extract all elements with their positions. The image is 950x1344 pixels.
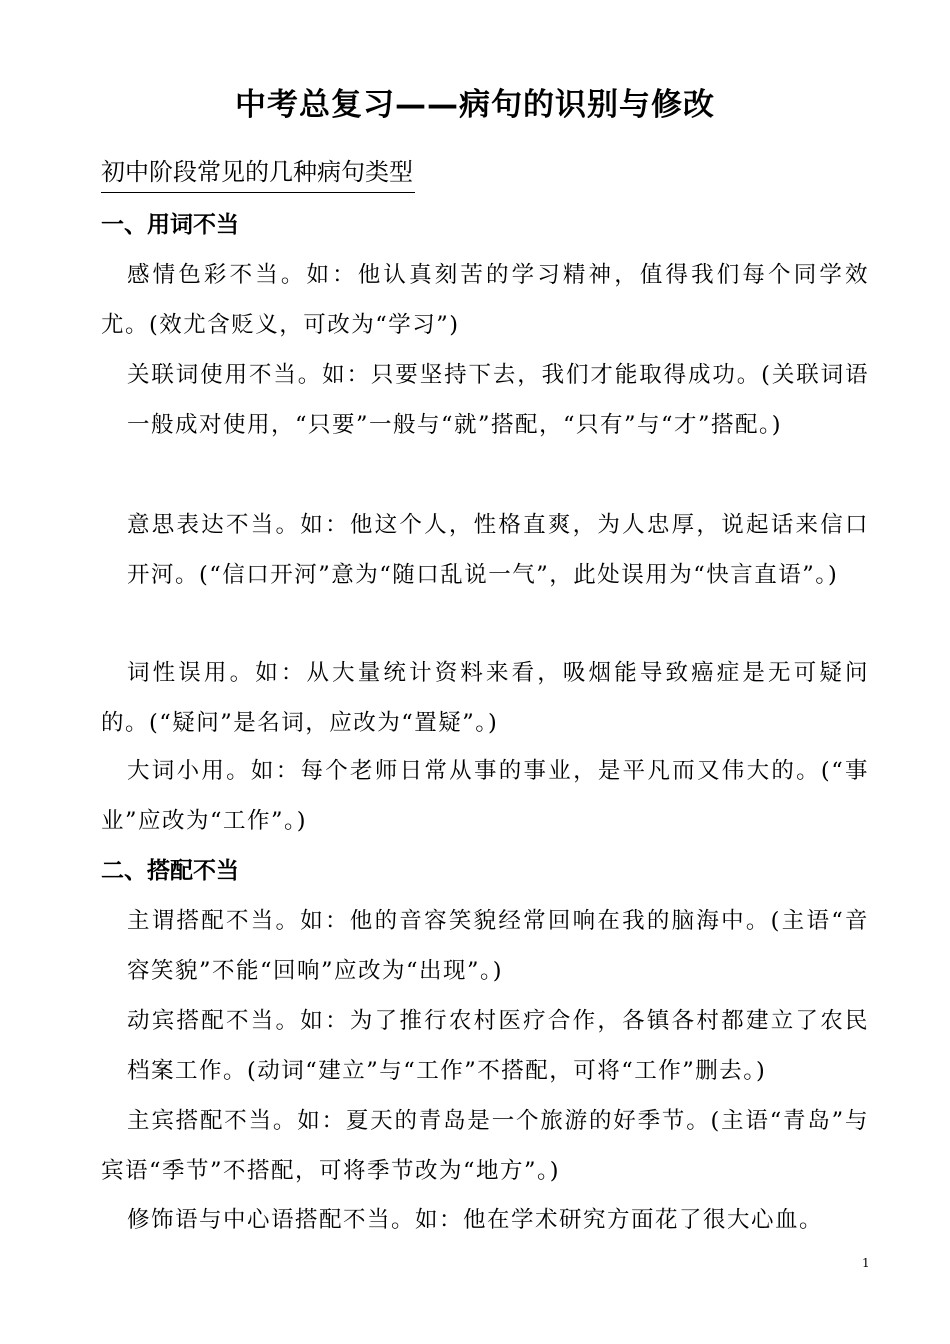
section-heading-wording: 一、用词不当 [101,212,239,238]
paragraph-subject-predicate: 主谓搭配不当。如：他的音容笑貌经常回响在我的脑海中。(主语“音容笑貌”不能“回响”应改为“出现”。) [127,908,869,984]
paragraph-emotional-color: 感情色彩不当。如：他认真刻苦的学习精神，值得我们每个同学效尤。(效尤含贬义，可改为“学习”) [101,262,869,338]
paragraph-conjunction: 关联词使用不当。如：只要坚持下去，我们才能取得成功。(关联词语一般成对使用，“只要”一般与“就”搭配，“只有”与“才”搭配。) [127,362,869,438]
paragraph-big-word-small-use: 大词小用。如：每个老师日常从事的事业，是平凡而又伟大的。(“事业”应改为“工作”。) [101,758,869,834]
section-heading-collocation: 二、搭配不当 [101,858,239,884]
page-number: 1 [862,1256,870,1270]
paragraph-part-of-speech: 词性误用。如：从大量统计资料来看，吸烟能导致癌症是无可疑问的。(“疑问”是名词，应改为“置疑”。) [101,660,869,736]
document-subtitle: 初中阶段常见的几种病句类型 [101,152,415,193]
paragraph-meaning-expression: 意思表达不当。如：他这个人，性格直爽，为人忠厚，说起话来信口开河。(“信口开河”意为“随口乱说一气”，此处误用为“快言直语”。) [127,512,869,588]
paragraph-modifier-head: 修饰语与中心语搭配不当。如：他在学术研究方面花了很大心血。 [127,1207,824,1233]
paragraph-verb-object: 动宾搭配不当。如：为了推行农村医疗合作，各镇各村都建立了农民档案工作。(动词“建立”与“工作”不搭配，可将“工作”删去。) [127,1008,869,1084]
document-title: 中考总复习——病句的识别与修改 [235,87,715,123]
paragraph-subject-object: 主宾搭配不当。如：夏天的青岛是一个旅游的好季节。(主语“青岛”与宾语“季节”不搭配，可将季节改为“地方”。) [101,1108,869,1184]
